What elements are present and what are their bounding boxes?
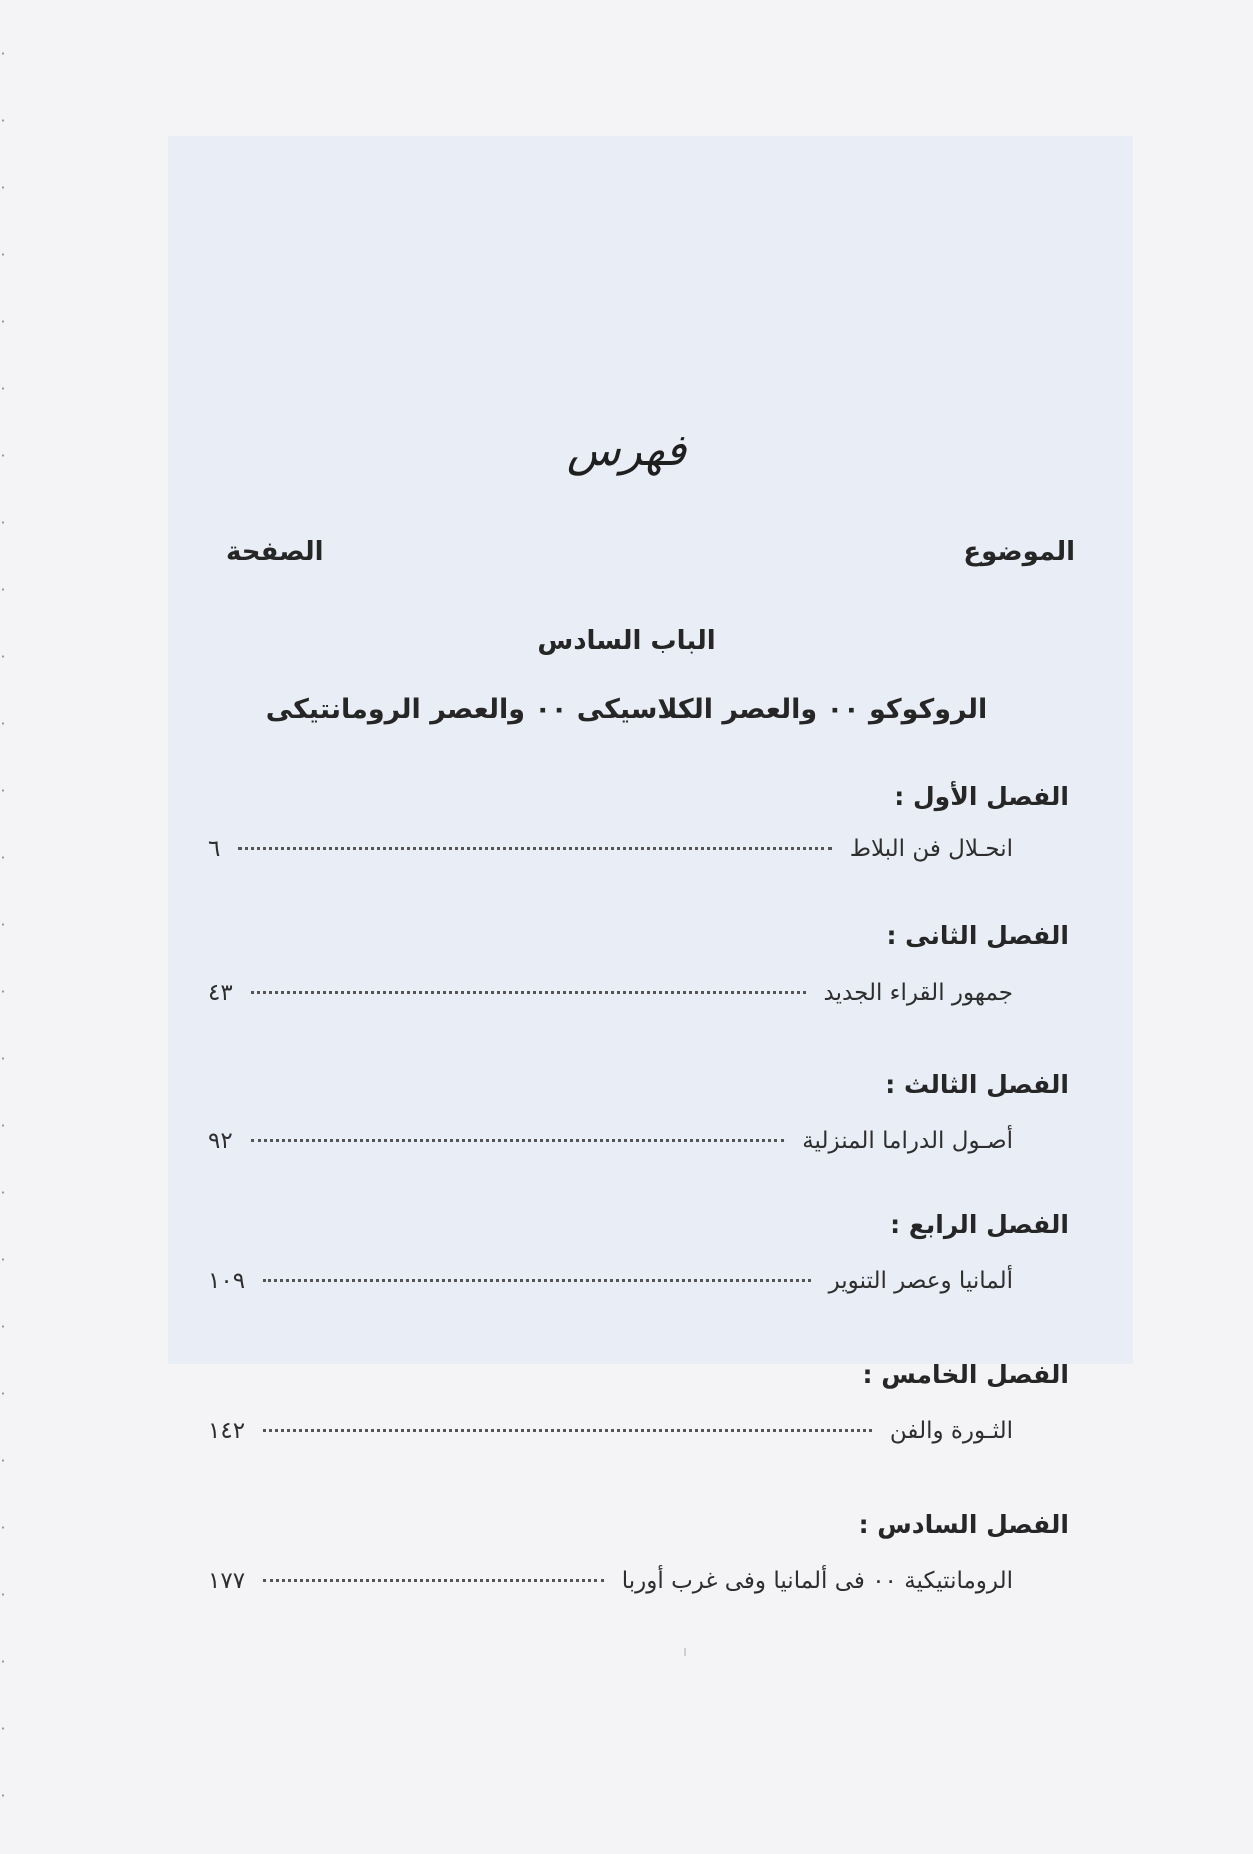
toc-entry-title: انحـلال فن البلاط [849,836,1013,862]
toc-entry-title: جمهور القراء الجديد [823,980,1013,1006]
page-title: فهرس [566,425,687,476]
toc-entry-page: ١٧٧ [208,1568,246,1594]
toc-entry[interactable] [208,1128,1013,1164]
toc-entry-page: ٤٣ [208,980,233,1006]
page-column-header: الصفحة [226,537,324,567]
toc-entry-page: ١٤٢ [208,1418,246,1444]
dot-leader [263,1579,604,1582]
chapter-heading: الفصل الثالث : [885,1070,1069,1099]
scan-speck [684,1648,686,1656]
chapter-heading: الفصل الثانى : [886,921,1069,950]
dot-leader [238,847,831,850]
dot-leader [251,1139,785,1142]
toc-entry[interactable] [208,980,1013,1016]
chapter-heading: الفصل الرابع : [890,1210,1069,1239]
toc-entry-title: أصـول الدراما المنزلية [802,1128,1013,1154]
chapter-heading: الفصل السادس : [858,1510,1069,1539]
toc-entry-page: ٩٢ [208,1128,233,1154]
chapter-heading: الفصل الأول : [894,782,1069,811]
dot-leader [251,991,806,994]
toc-entry-page: ١٠٩ [208,1268,246,1294]
topic-column-header: الموضوع [963,537,1075,567]
part-subtitle: الروكوكو ٠٠ والعصر الكلاسيكى ٠٠ والعصر الرومانتيكى [265,694,988,725]
toc-entry[interactable] [208,1568,1013,1604]
toc-entry[interactable] [208,1268,1013,1304]
dot-leader [263,1429,872,1432]
toc-entry-title: الثـورة والفن [889,1418,1013,1444]
part-title: الباب السادس [537,626,716,656]
toc-entry-page: ٦ [208,836,221,862]
toc-entry-title: ألمانيا وعصر التنوير [828,1268,1013,1294]
toc-entry[interactable] [208,836,1013,872]
dot-leader [263,1279,811,1282]
toc-entry-title: الرومانتيكية ٠٠ فى ألمانيا وفى غرب أوربا [621,1568,1013,1594]
toc-entry[interactable] [208,1418,1013,1454]
chapter-heading: الفصل الخامس : [862,1360,1069,1389]
